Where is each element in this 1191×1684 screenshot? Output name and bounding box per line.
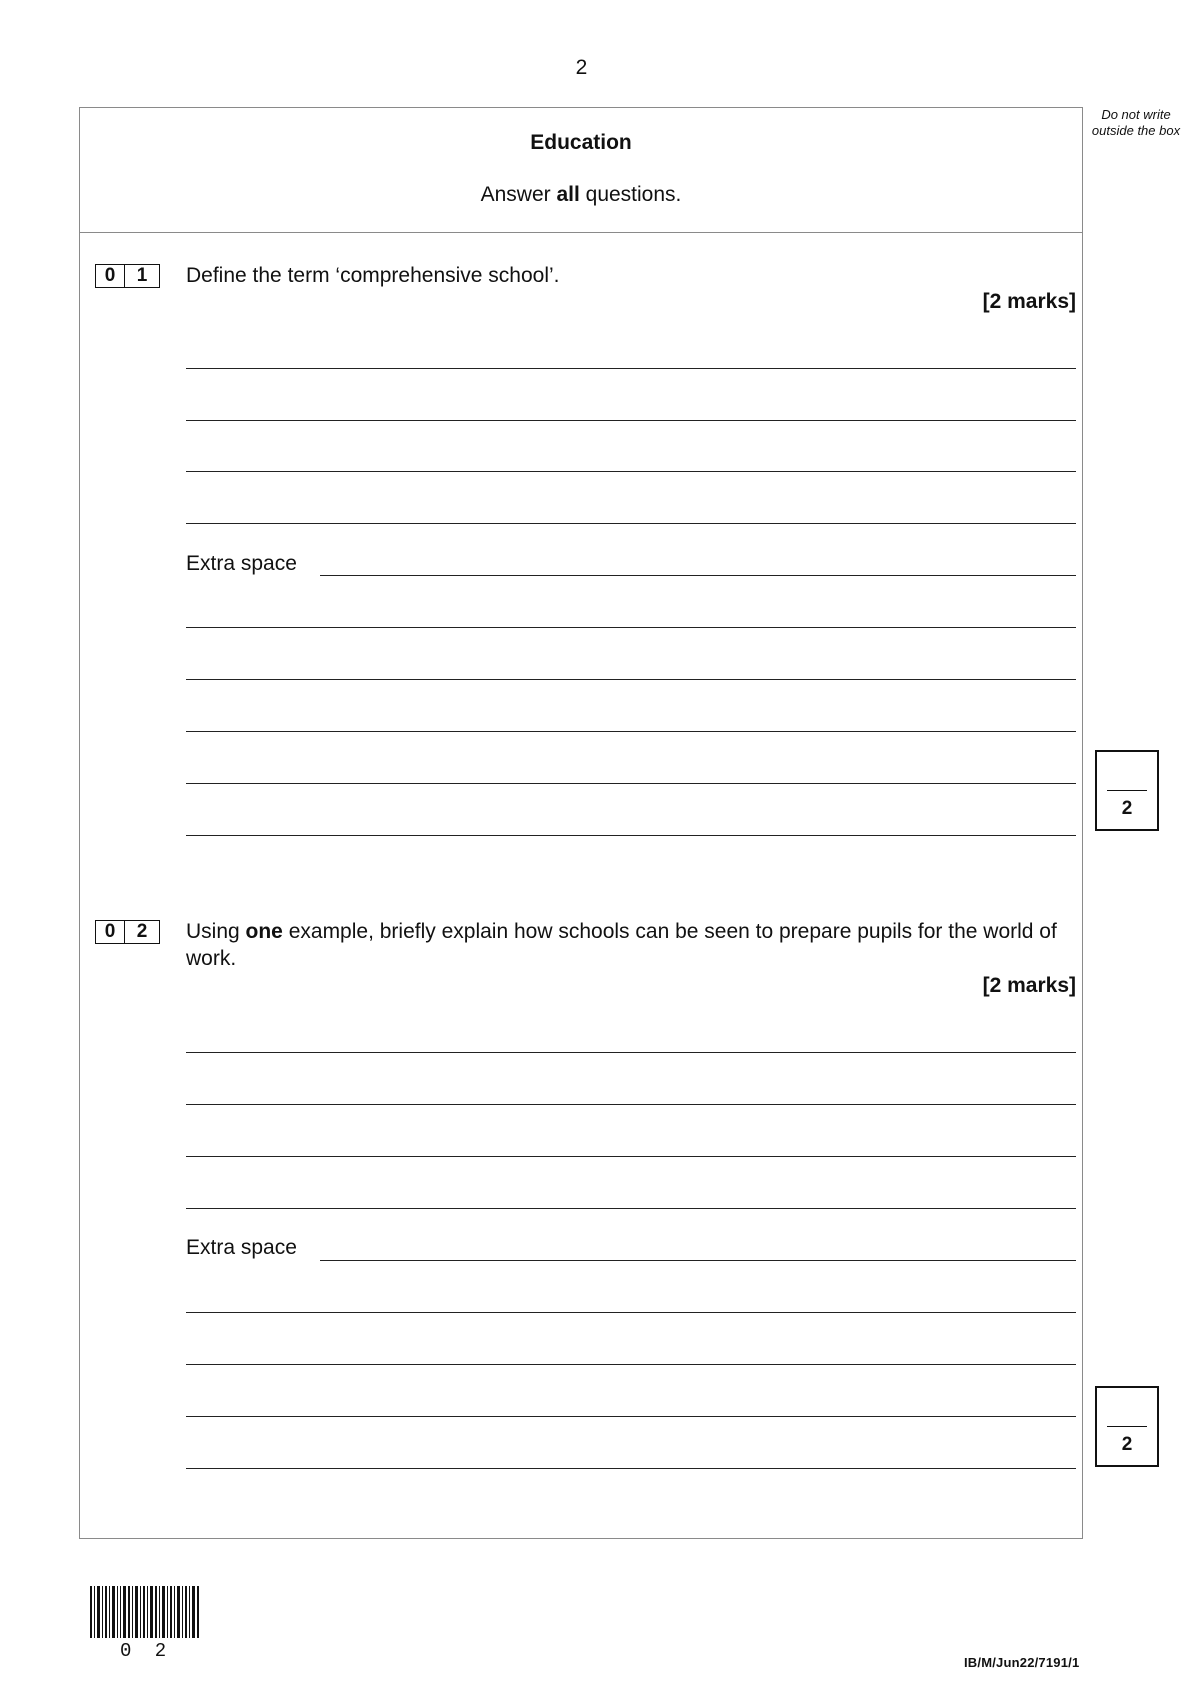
question-text-suffix: example, briefly explain how schools can be seen to prepare pupils for the world of work. <box>186 920 1057 970</box>
answer-line[interactable] <box>186 1156 1076 1157</box>
answer-line[interactable] <box>186 1364 1076 1365</box>
question-digit: 0 <box>95 264 125 288</box>
section-title: Education <box>530 131 632 154</box>
answer-line[interactable] <box>186 1104 1076 1105</box>
answer-line[interactable] <box>186 420 1076 421</box>
header-divider <box>79 232 1083 233</box>
question-text-bold: one <box>245 920 283 943</box>
mark-box-bar <box>1107 1426 1147 1427</box>
answer-line[interactable] <box>186 1052 1076 1053</box>
page-number: 2 <box>575 56 588 79</box>
extra-space-line[interactable] <box>320 1260 1076 1261</box>
answer-line[interactable] <box>186 1312 1076 1313</box>
question-digit: 1 <box>125 264 160 288</box>
answer-line[interactable] <box>186 731 1076 732</box>
question-text-prefix: Using <box>186 920 246 943</box>
extra-space-label: Extra space <box>186 552 297 575</box>
answer-line[interactable] <box>186 523 1076 524</box>
answer-line[interactable] <box>186 1208 1076 1209</box>
question-text-01: Define the term ‘comprehensive school’. <box>186 264 560 287</box>
instruction-bold: all <box>556 183 580 206</box>
instruction-suffix: questions. <box>579 183 682 206</box>
mark-box-01 <box>1095 750 1159 831</box>
mark-box-02 <box>1095 1386 1159 1467</box>
answer-line[interactable] <box>186 368 1076 369</box>
question-text-02 <box>186 918 1076 972</box>
barcode-number: 0 2 <box>120 1640 173 1662</box>
marks-01: [2 marks] <box>982 290 1076 313</box>
instruction-prefix: Answer <box>480 183 557 206</box>
answer-line[interactable] <box>186 471 1076 472</box>
question-number-01 <box>95 264 160 288</box>
answer-line[interactable] <box>186 1416 1076 1417</box>
answer-line[interactable] <box>186 1468 1076 1469</box>
margin-note: Do not write outside the box <box>1091 107 1181 138</box>
answer-line[interactable] <box>186 835 1076 836</box>
extra-space-line[interactable] <box>320 575 1076 576</box>
question-digit: 0 <box>95 920 125 944</box>
mark-box-total: 2 <box>1121 798 1133 819</box>
question-digit: 2 <box>125 920 160 944</box>
mark-box-total: 2 <box>1121 1434 1133 1455</box>
barcode-icon <box>90 1586 200 1638</box>
answer-line[interactable] <box>186 627 1076 628</box>
paper-code: IB/M/Jun22/7191/1 <box>964 1655 1080 1670</box>
mark-box-bar <box>1107 790 1147 791</box>
extra-space-label: Extra space <box>186 1236 297 1259</box>
question-number-02 <box>95 920 160 944</box>
answer-frame <box>79 107 1083 1539</box>
instruction <box>79 183 1083 207</box>
answer-line[interactable] <box>186 679 1076 680</box>
answer-line[interactable] <box>186 783 1076 784</box>
marks-02: [2 marks] <box>982 974 1076 997</box>
